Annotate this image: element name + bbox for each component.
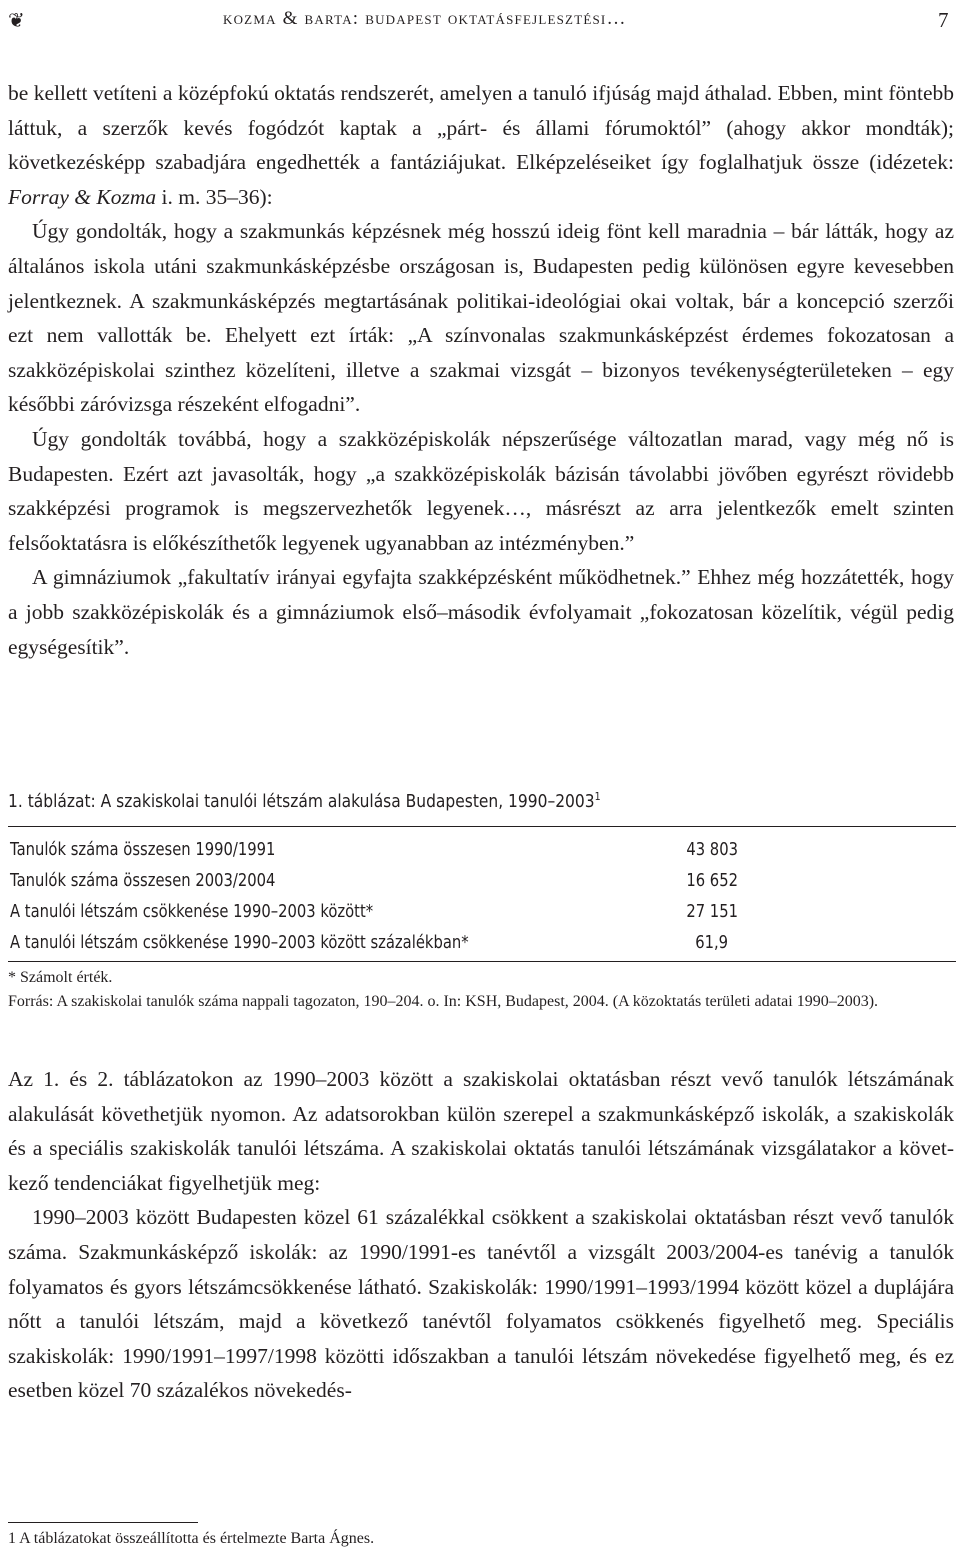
footnote-rule (8, 1522, 198, 1523)
table-source: Forrás: A szakiskolai tanulók száma nappali tagozaton, 190–204. o. In: KSH, Budapest, 2004. (A közoktatás területi adatai 1990–2003). (8, 993, 879, 1010)
paragraph: Az 1. és 2. táblázatokon az 1990–2003 között a szakiskolai oktatásban részt vevő tanulók létszámának alakulását követhetjük nyomon. Az adatsorokban külön szerepel a szakmunkásképző iskolák, a szakiskolák és a speciális szakiskolák tanulói létszáma. A szakiskolai oktatás tanulói létszámának vizsgálatakor a következő tendenciákat figyelhetjük meg: (8, 1067, 954, 1195)
paragraph: Úgy gondolták, hogy a szakmunkás képzésnek még hosszú ideig fönt kell maradnia – bár látták, hogy az általános iskola utáni szakmunkásképzésbe országosan is, Budapesten pedig különösen egyre kevesebben jelentkeznek. A szakmunkásképzés megtartásának politikai-ideológiai okai voltak, bár a koncepció szerzői ezt nem vallották be. Ehelyett ezt írták: „A színvonalas szakmunkásképzést érdemes fokozatosan a szakközépiskolai szinthez közelíteni, illetve a szakmai vizsgát – bizonyos tevékenységterületeken – egy későbbi záróvizsga részeként elfogadni”. (8, 219, 954, 417)
page-number: 7 (938, 8, 950, 32)
paragraph-text: be kellett vetíteni a középfokú oktatás rendszerét, amelyen a tanuló ifjúság majd áthalad. Ebben, mint föntebb láttuk, a szerzők kevés fogódzót kaptak a „párt- és állami fórumoktól” (ahogy akkor mondták); következésképp szabadjára engedhették a fantáziájukat. Elképzeléseiket így foglalhatjuk össze (idézetek: (8, 81, 954, 175)
table-notes (8, 966, 954, 1014)
body-text (8, 76, 954, 664)
table-row (8, 833, 956, 864)
table-note: * Számolt érték. (8, 969, 113, 986)
table-caption (8, 790, 822, 812)
citation-authors: Forray & Kozma (8, 184, 157, 209)
footnote: 1 A táblázatokat összeállította és értelmezte Barta Ágnes. (8, 1530, 375, 1547)
table-row (8, 864, 956, 895)
row-value: 43 803 (686, 839, 738, 860)
citation-reference: i. m. 35–36): (156, 184, 273, 209)
data-table (8, 826, 956, 962)
row-label: A tanulói létszám csökkenése 1990–2003 között százalékban* (10, 932, 469, 953)
fleuron-icon: ❦ (8, 10, 27, 32)
body-text-continued (8, 1062, 954, 1408)
row-label: A tanulói létszám csökkenése 1990–2003 között* (10, 901, 374, 922)
table-row (8, 895, 956, 926)
running-title: kozma & barta: budapest oktatásfejlesztési… (223, 8, 627, 29)
paragraph (8, 76, 954, 214)
paragraph: Úgy gondolták továbbá, hogy a szakközépiskolák népszerűsége változatlan marad, vagy még nő is Budapesten. Ezért azt javasolták, hogy „a szakközépiskolák bázisán távolabbi jövőben egyrészt rövidebb szakképzési programok is megszervezhetők legyenek…, másrészt az arra jelentkezők emelt szinten felsőoktatásra is előkészíthetők legyenek ugyanabban az intézményben.” (8, 426, 954, 555)
row-value: 61,9 (695, 932, 728, 953)
footnote-marker: 1 (594, 790, 601, 803)
row-label: Tanulók száma összesen 1990/1991 (10, 839, 276, 860)
table-caption-text: 1. táblázat: A szakiskolai tanulói létszám alakulása Budapesten, 1990–2003 (8, 791, 595, 812)
row-value: 27 151 (686, 901, 738, 922)
paragraph: A gimnáziumok „fakultatív irányai egyfajta szakképzésként működhetnek.” Ehhez még hozzátették, hogy a jobb szakközépiskolák és a gimnáziumok első–második évfolyamait „fokozatosan közelítik, végül pedig egységesítik”. (8, 565, 954, 659)
running-header (8, 8, 952, 32)
table-row (8, 926, 956, 957)
row-label: Tanulók száma összesen 2003/2004 (10, 870, 276, 891)
row-value: 16 652 (686, 870, 738, 891)
paragraph: 1990–2003 között Budapesten közel 61 százalékkal csökkent a szakiskolai oktatásban részt vevő tanulók száma. Szakmunkásképző iskolák: az 1990/1991-es tanévtől a vizsgált 2003/2004-es tanévig a tanulók folyamatos és gyors létszámcsökkenése látható. Szakiskolák: 1990/1991–1993/1994 között közel a duplájára nőtt a tanulói létszám, majd a következő tanévtől folyamatos csökkenés figyelhető meg. Speciális szakiskolák: 1990/1991–1997/1998 közötti időszakban a tanulói létszám növekedése figyelhető meg, és ez esetben közel 70 százalékos növekedés- (8, 1205, 954, 1403)
